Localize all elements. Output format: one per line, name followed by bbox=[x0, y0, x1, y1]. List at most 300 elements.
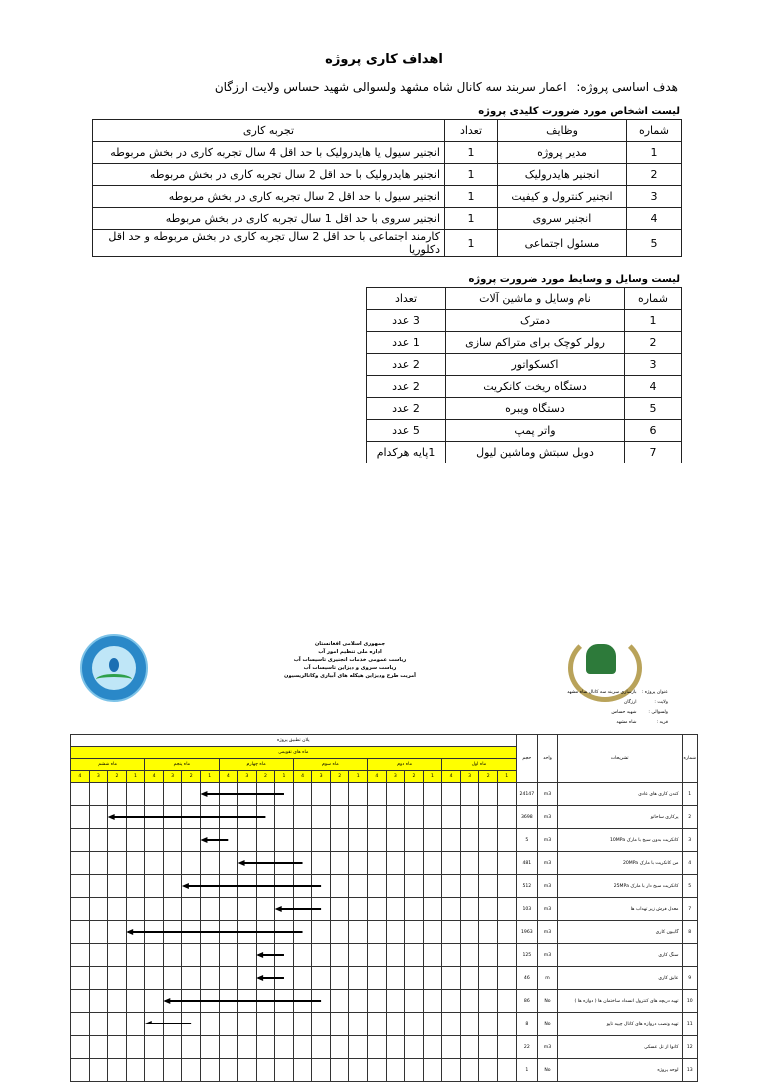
gantt-cell bbox=[108, 1013, 127, 1036]
gantt-cell bbox=[330, 1013, 349, 1036]
gantt-qty: 8 bbox=[516, 1013, 538, 1036]
gantt-cell bbox=[182, 990, 201, 1013]
gantt-cell bbox=[182, 875, 201, 898]
header-line: آمریت طرح ودیزاین هیکله های آبیاری وکانالریسیون bbox=[284, 673, 416, 679]
gantt-desc: سنگ کاری bbox=[557, 944, 682, 967]
gantt-qty: 22 bbox=[516, 1036, 538, 1059]
gantt-cell bbox=[275, 783, 294, 806]
gantt-num: 10 bbox=[682, 990, 697, 1013]
gantt-cell bbox=[405, 829, 424, 852]
equipment-count: 5 عدد bbox=[367, 420, 446, 442]
gantt-cell bbox=[497, 990, 516, 1013]
gantt-cell bbox=[330, 898, 349, 921]
gantt-cell bbox=[330, 1059, 349, 1082]
gantt-cell bbox=[497, 852, 516, 875]
gantt-cell bbox=[71, 829, 90, 852]
embedded-gantt-document bbox=[70, 630, 698, 1073]
gantt-cell bbox=[163, 990, 182, 1013]
gantt-cell bbox=[460, 1036, 479, 1059]
gantt-cell bbox=[293, 1059, 312, 1082]
gantt-cell bbox=[89, 852, 108, 875]
gantt-num: 3 bbox=[682, 829, 697, 852]
gantt-cell bbox=[219, 852, 238, 875]
gantt-qty: 125 bbox=[516, 944, 538, 967]
gantt-cell bbox=[275, 1036, 294, 1059]
gantt-cell bbox=[256, 1059, 275, 1082]
gantt-cell bbox=[442, 967, 461, 990]
gantt-cell bbox=[423, 944, 442, 967]
header-line: ریاست عمومی خدمات انجنیری تاسیسات آب bbox=[293, 657, 407, 663]
gantt-cell bbox=[145, 1059, 164, 1082]
gantt-cell bbox=[108, 967, 127, 990]
gantt-cell bbox=[368, 1059, 387, 1082]
gantt-cell bbox=[145, 852, 164, 875]
gantt-cell bbox=[275, 829, 294, 852]
equipment-count: 2 عدد bbox=[367, 376, 446, 398]
gantt-cell bbox=[405, 967, 424, 990]
gantt-unit: m3 bbox=[538, 898, 558, 921]
gantt-cell bbox=[256, 875, 275, 898]
gantt-num: 9 bbox=[682, 967, 697, 990]
gantt-qty: 1963 bbox=[516, 921, 538, 944]
gantt-cell bbox=[275, 1059, 294, 1082]
header-count: تعداد bbox=[445, 120, 498, 142]
gantt-cell bbox=[479, 1013, 498, 1036]
gantt-row bbox=[71, 967, 698, 990]
gantt-cell bbox=[442, 875, 461, 898]
gantt-cell bbox=[182, 852, 201, 875]
gantt-cell bbox=[405, 921, 424, 944]
staff-count: 1 bbox=[445, 164, 498, 186]
gantt-week: 2 bbox=[330, 771, 349, 783]
equipment-table bbox=[366, 287, 682, 463]
gantt-cell bbox=[238, 806, 257, 829]
gantt-cell bbox=[71, 898, 90, 921]
gantt-row bbox=[71, 921, 698, 944]
gantt-unit: m3 bbox=[538, 852, 558, 875]
staff-experience: انجنیر سیول یا هایدرولیک با حد اقل 4 سال تجربه کاری در بخش مربوطه bbox=[93, 142, 445, 164]
gantt-cell bbox=[89, 1013, 108, 1036]
table-row bbox=[93, 164, 682, 186]
gantt-cell bbox=[238, 921, 257, 944]
gantt-cell bbox=[312, 967, 331, 990]
gantt-cell bbox=[219, 944, 238, 967]
gantt-cell bbox=[89, 829, 108, 852]
gantt-cell bbox=[182, 1036, 201, 1059]
gantt-num: 4 bbox=[682, 852, 697, 875]
gantt-desc: گابیون کاری bbox=[557, 921, 682, 944]
gantt-cell bbox=[256, 967, 275, 990]
gantt-cell bbox=[145, 875, 164, 898]
gantt-cell bbox=[219, 1059, 238, 1082]
gantt-cell bbox=[312, 1013, 331, 1036]
gantt-cell bbox=[442, 1036, 461, 1059]
gantt-cell bbox=[238, 898, 257, 921]
gantt-header-desc: تشریحات bbox=[557, 735, 682, 783]
gantt-cell bbox=[423, 1013, 442, 1036]
table-row bbox=[93, 230, 682, 257]
gantt-cell bbox=[497, 921, 516, 944]
gantt-cell bbox=[405, 1059, 424, 1082]
gantt-cell bbox=[460, 1059, 479, 1082]
gantt-cell bbox=[200, 944, 219, 967]
gantt-cell bbox=[238, 990, 257, 1013]
gantt-cell bbox=[293, 1013, 312, 1036]
gantt-cell bbox=[163, 898, 182, 921]
gantt-row bbox=[71, 829, 698, 852]
national-emblem-icon bbox=[568, 634, 636, 696]
gantt-cell bbox=[368, 921, 387, 944]
gantt-cell bbox=[423, 806, 442, 829]
gantt-cell bbox=[163, 829, 182, 852]
equipment-item: دمترک bbox=[446, 310, 625, 332]
gantt-cell bbox=[163, 806, 182, 829]
gantt-cell bbox=[349, 921, 368, 944]
gantt-cell bbox=[200, 1013, 219, 1036]
gantt-cell bbox=[108, 921, 127, 944]
gantt-cell bbox=[126, 944, 145, 967]
info-label: قریه : bbox=[656, 720, 668, 725]
gantt-cell bbox=[368, 829, 387, 852]
equipment-table-header bbox=[367, 288, 682, 310]
gantt-cell bbox=[386, 990, 405, 1013]
gantt-cell bbox=[405, 852, 424, 875]
gantt-cell bbox=[89, 898, 108, 921]
gantt-cell bbox=[293, 921, 312, 944]
staff-count: 1 bbox=[445, 186, 498, 208]
gantt-cell bbox=[89, 990, 108, 1013]
gantt-title: پلان تطبیق پروژه bbox=[71, 735, 517, 747]
staff-count: 1 bbox=[445, 142, 498, 164]
gantt-cell bbox=[126, 990, 145, 1013]
gantt-cell bbox=[126, 829, 145, 852]
gantt-cell bbox=[442, 783, 461, 806]
gantt-cell bbox=[89, 921, 108, 944]
gantt-cell bbox=[256, 990, 275, 1013]
gantt-cell bbox=[349, 852, 368, 875]
gantt-week: 3 bbox=[460, 771, 479, 783]
gantt-cell bbox=[349, 1059, 368, 1082]
equipment-num: 7 bbox=[625, 442, 682, 464]
gantt-cell bbox=[126, 875, 145, 898]
gantt-cell bbox=[368, 967, 387, 990]
gantt-cell bbox=[349, 1036, 368, 1059]
gantt-cell bbox=[442, 1013, 461, 1036]
gantt-row bbox=[71, 944, 698, 967]
gantt-cell bbox=[349, 806, 368, 829]
gantt-cell bbox=[497, 806, 516, 829]
gantt-cell bbox=[219, 783, 238, 806]
gantt-cell bbox=[349, 875, 368, 898]
gantt-cell bbox=[71, 921, 90, 944]
gantt-cell bbox=[368, 783, 387, 806]
gantt-cell bbox=[349, 783, 368, 806]
gantt-cell bbox=[238, 967, 257, 990]
gantt-row bbox=[71, 1059, 698, 1082]
gantt-cell bbox=[126, 1036, 145, 1059]
gantt-cell bbox=[89, 944, 108, 967]
gantt-week: 4 bbox=[368, 771, 387, 783]
gantt-week: 4 bbox=[219, 771, 238, 783]
gantt-cell bbox=[182, 1059, 201, 1082]
gantt-week: 3 bbox=[386, 771, 405, 783]
gantt-desc: کندن کاری های عادی bbox=[557, 783, 682, 806]
gantt-cell bbox=[368, 875, 387, 898]
gantt-cell bbox=[386, 944, 405, 967]
gantt-cell bbox=[293, 898, 312, 921]
gantt-cell bbox=[126, 921, 145, 944]
gantt-month: ماه چهارم bbox=[219, 759, 293, 771]
gantt-cell bbox=[145, 1036, 164, 1059]
gantt-cell bbox=[238, 875, 257, 898]
header-line: ریاست سروی و دیزاین تاسیسات آب bbox=[303, 665, 397, 671]
gantt-cell bbox=[330, 806, 349, 829]
gantt-cell bbox=[479, 783, 498, 806]
gantt-cell bbox=[108, 1036, 127, 1059]
gantt-cell bbox=[126, 898, 145, 921]
gantt-week: 1 bbox=[126, 771, 145, 783]
gantt-cell bbox=[182, 944, 201, 967]
gantt-week: 2 bbox=[256, 771, 275, 783]
gantt-cell bbox=[423, 921, 442, 944]
gantt-cell bbox=[368, 852, 387, 875]
gantt-cell bbox=[163, 1013, 182, 1036]
gantt-month: ماه سوم bbox=[293, 759, 367, 771]
equipment-count: 2 عدد bbox=[367, 354, 446, 376]
gantt-week: 4 bbox=[293, 771, 312, 783]
gantt-cell bbox=[275, 875, 294, 898]
gantt-cell bbox=[405, 944, 424, 967]
gantt-cell bbox=[145, 806, 164, 829]
gantt-cell bbox=[89, 967, 108, 990]
header-role: وظایف bbox=[498, 120, 627, 142]
gantt-cell bbox=[89, 806, 108, 829]
header-experience: تجربه کاری bbox=[93, 120, 445, 142]
gantt-unit: No bbox=[538, 1059, 558, 1082]
gantt-cell bbox=[405, 806, 424, 829]
gantt-cell bbox=[442, 898, 461, 921]
gantt-cell bbox=[200, 1059, 219, 1082]
gantt-cell bbox=[330, 783, 349, 806]
gantt-month: ماه پنجم bbox=[145, 759, 219, 771]
gantt-cell bbox=[460, 921, 479, 944]
gantt-cell bbox=[219, 806, 238, 829]
gantt-cell bbox=[275, 921, 294, 944]
gantt-period-label: ماه های تقویمی bbox=[71, 747, 517, 759]
gantt-cell bbox=[275, 944, 294, 967]
gantt-cell bbox=[312, 1059, 331, 1082]
equipment-item: رولر کوچک برای متراکم سازی bbox=[446, 332, 625, 354]
gantt-table bbox=[70, 734, 698, 1082]
gantt-cell bbox=[312, 921, 331, 944]
gantt-cell bbox=[423, 898, 442, 921]
gantt-unit: m3 bbox=[538, 921, 558, 944]
gantt-cell bbox=[330, 1036, 349, 1059]
gantt-cell bbox=[275, 852, 294, 875]
gantt-cell bbox=[497, 783, 516, 806]
header-line: اداره ملی تنظیم امور آب bbox=[318, 649, 382, 655]
gantt-cell bbox=[423, 1036, 442, 1059]
gantt-cell bbox=[386, 898, 405, 921]
gantt-cell bbox=[442, 990, 461, 1013]
gantt-cell bbox=[442, 1059, 461, 1082]
info-label: ولایت : bbox=[654, 700, 668, 705]
gantt-cell bbox=[238, 1013, 257, 1036]
gantt-cell bbox=[312, 990, 331, 1013]
gantt-cell bbox=[349, 967, 368, 990]
gantt-cell bbox=[126, 852, 145, 875]
gantt-unit: No bbox=[538, 1013, 558, 1036]
gantt-cell bbox=[219, 967, 238, 990]
gantt-cell bbox=[275, 967, 294, 990]
gantt-header-num: شماره bbox=[682, 735, 697, 783]
gantt-cell bbox=[405, 990, 424, 1013]
gantt-cell bbox=[386, 783, 405, 806]
gantt-cell bbox=[312, 944, 331, 967]
gantt-cell bbox=[275, 806, 294, 829]
gantt-cell bbox=[423, 783, 442, 806]
info-label: عنوان پروژه : bbox=[641, 690, 668, 695]
staff-table bbox=[92, 119, 682, 257]
gantt-unit: m3 bbox=[538, 806, 558, 829]
gantt-qty: 24147 bbox=[516, 783, 538, 806]
table-row bbox=[367, 442, 682, 464]
gantt-cell bbox=[293, 806, 312, 829]
gantt-cell bbox=[368, 944, 387, 967]
gantt-cell bbox=[71, 944, 90, 967]
gantt-cell bbox=[108, 990, 127, 1013]
project-goal bbox=[215, 80, 678, 94]
equipment-item: واتر پمپ bbox=[446, 420, 625, 442]
gantt-cell bbox=[256, 783, 275, 806]
gantt-num: 2 bbox=[682, 806, 697, 829]
gantt-cell bbox=[460, 1013, 479, 1036]
gantt-cell bbox=[256, 1036, 275, 1059]
gantt-cell bbox=[293, 829, 312, 852]
gantt-cell bbox=[219, 829, 238, 852]
gantt-cell bbox=[479, 1059, 498, 1082]
gantt-cell bbox=[256, 898, 275, 921]
gantt-cell bbox=[200, 1036, 219, 1059]
gantt-cell bbox=[460, 967, 479, 990]
gantt-unit: m3 bbox=[538, 875, 558, 898]
gantt-cell bbox=[219, 1013, 238, 1036]
gantt-cell bbox=[200, 875, 219, 898]
gantt-cell bbox=[405, 898, 424, 921]
gantt-num: 11 bbox=[682, 1013, 697, 1036]
gantt-week: 2 bbox=[108, 771, 127, 783]
gantt-cell bbox=[145, 783, 164, 806]
gantt-cell bbox=[330, 852, 349, 875]
gantt-cell bbox=[256, 829, 275, 852]
gantt-unit: m3 bbox=[538, 1036, 558, 1059]
gantt-cell bbox=[479, 852, 498, 875]
gantt-cell bbox=[330, 921, 349, 944]
gantt-cell bbox=[200, 783, 219, 806]
gantt-cell bbox=[200, 990, 219, 1013]
gantt-cell bbox=[479, 829, 498, 852]
gantt-cell bbox=[108, 1059, 127, 1082]
gantt-month: ماه ششم bbox=[71, 759, 145, 771]
staff-num: 2 bbox=[627, 164, 682, 186]
gantt-desc: عایق کاری bbox=[557, 967, 682, 990]
gantt-cell bbox=[293, 990, 312, 1013]
gantt-qty: 46 bbox=[516, 967, 538, 990]
gantt-cell bbox=[312, 1036, 331, 1059]
gantt-cell bbox=[145, 990, 164, 1013]
gantt-cell bbox=[256, 921, 275, 944]
gantt-cell bbox=[479, 875, 498, 898]
gantt-cell bbox=[479, 990, 498, 1013]
gantt-cell bbox=[405, 783, 424, 806]
gantt-cell bbox=[126, 1059, 145, 1082]
gantt-cell bbox=[256, 806, 275, 829]
gantt-cell bbox=[460, 990, 479, 1013]
gantt-week: 4 bbox=[145, 771, 164, 783]
gantt-cell bbox=[349, 944, 368, 967]
gantt-cell bbox=[460, 875, 479, 898]
gantt-cell bbox=[386, 875, 405, 898]
gantt-cell bbox=[312, 806, 331, 829]
gantt-cell bbox=[497, 829, 516, 852]
staff-experience: انجنیر سیول با حد اقل 2 سال تجربه کاری در بخش مربوطه bbox=[93, 186, 445, 208]
header-num: شماره bbox=[627, 120, 682, 142]
gantt-cell bbox=[145, 829, 164, 852]
gantt-cell bbox=[442, 829, 461, 852]
page-title: اهداف کاری پروژه bbox=[325, 52, 443, 67]
gantt-cell bbox=[71, 783, 90, 806]
gantt-row bbox=[71, 1036, 698, 1059]
gantt-num: 1 bbox=[682, 783, 697, 806]
gantt-cell bbox=[256, 852, 275, 875]
equipment-count: 1 عدد bbox=[367, 332, 446, 354]
gantt-cell bbox=[108, 875, 127, 898]
gantt-qty: 1 bbox=[516, 1059, 538, 1082]
staff-role: انجنیر کنترول و کیفیت bbox=[498, 186, 627, 208]
gantt-cell bbox=[460, 898, 479, 921]
gantt-cell bbox=[108, 898, 127, 921]
water-authority-logo-icon bbox=[80, 634, 148, 702]
gantt-cell bbox=[275, 898, 294, 921]
gantt-week: 1 bbox=[275, 771, 294, 783]
gantt-cell bbox=[442, 921, 461, 944]
gantt-cell bbox=[497, 967, 516, 990]
gantt-cell bbox=[497, 875, 516, 898]
gantt-cell bbox=[238, 1059, 257, 1082]
gantt-qty: 3698 bbox=[516, 806, 538, 829]
gantt-cell bbox=[405, 875, 424, 898]
gantt-week: 4 bbox=[442, 771, 461, 783]
gantt-desc: کانکریت سیخ دار با مارک 25MPa bbox=[557, 875, 682, 898]
gantt-qty: 512 bbox=[516, 875, 538, 898]
gantt-cell bbox=[256, 1013, 275, 1036]
gantt-week: 2 bbox=[479, 771, 498, 783]
gantt-cell bbox=[423, 875, 442, 898]
gantt-week: 1 bbox=[423, 771, 442, 783]
gantt-cell bbox=[126, 1013, 145, 1036]
gantt-week: 3 bbox=[163, 771, 182, 783]
gantt-cell bbox=[219, 875, 238, 898]
gantt-unit: m3 bbox=[538, 829, 558, 852]
gantt-cell bbox=[71, 990, 90, 1013]
gantt-num: 7 bbox=[682, 898, 697, 921]
gantt-cell bbox=[423, 829, 442, 852]
gantt-cell bbox=[145, 898, 164, 921]
header-line: جمهوری اسلامی افغانستان bbox=[314, 641, 386, 647]
gantt-cell bbox=[497, 1036, 516, 1059]
staff-table-header bbox=[93, 120, 682, 142]
gantt-cell bbox=[497, 1059, 516, 1082]
